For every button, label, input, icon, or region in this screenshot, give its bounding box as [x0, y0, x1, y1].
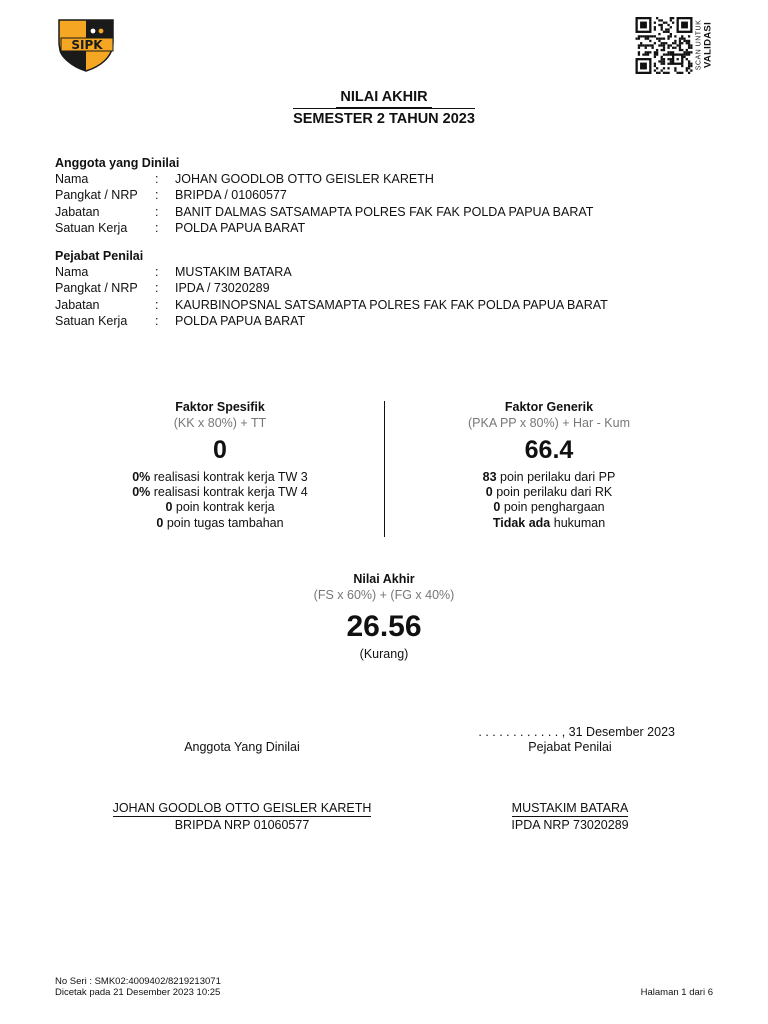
sign-date: . . . . . . . . . . . . , 31 Desember 2023 — [478, 725, 675, 739]
final-title: Nilai Akhir — [353, 572, 415, 586]
fg-detail-line: Tidak ada hukuman — [492, 515, 606, 530]
document-title — [0, 87, 768, 129]
fg-detail-line: 0 poin perilaku dari RK — [485, 485, 613, 500]
row-value: POLDA PAPUA BARAT — [175, 313, 306, 328]
logo-text: SIPK — [71, 38, 103, 52]
row-separator: : — [155, 297, 159, 312]
sig-name: JOHAN GOODLOB OTTO GEISLER KARETH — [112, 801, 372, 815]
page-number: Halaman 1 dari 6 — [640, 987, 713, 998]
row-separator: : — [155, 172, 159, 186]
fs-detail-line: 0 poin tugas tambahan — [156, 515, 284, 530]
fs-detail-line: 0% realisasi kontrak kerja TW 3 — [132, 470, 308, 484]
row-value: JOHAN GOODLOB OTTO GEISLER KARETH — [175, 172, 434, 186]
final-value: 26.56 — [346, 610, 422, 643]
info-row — [55, 280, 715, 296]
info-row — [55, 313, 715, 329]
qr-caption-small: SCAN UNTUK — [695, 19, 703, 71]
signature-assessor — [480, 739, 660, 833]
qr-code[interactable] — [634, 17, 694, 74]
info-row — [55, 171, 715, 187]
sig-role: Pejabat Penilai — [528, 740, 612, 754]
row-value: POLDA PAPUA BARAT — [175, 220, 306, 235]
fs-detail-line: 0 poin kontrak kerja — [165, 500, 275, 515]
sig-id: IPDA NRP 73020289 — [511, 818, 629, 832]
row-separator: : — [155, 313, 159, 328]
row-label: Pangkat / NRP — [55, 281, 138, 296]
assessor-section — [55, 248, 715, 329]
fg-detail-line: 83 poin perilaku dari PP — [482, 470, 616, 484]
signature-assessed — [110, 739, 374, 833]
print-date: Dicetak pada 21 Desember 2023 10:25 — [55, 987, 221, 998]
fs-value: 0 — [213, 436, 227, 464]
row-label: Jabatan — [55, 297, 100, 312]
fg-value: 66.4 — [524, 436, 574, 464]
fs-title: Faktor Spesifik — [175, 400, 265, 414]
row-value: BANIT DALMAS SATSAMAPTA POLRES FAK FAK POLDA PAPUA BARAT — [175, 204, 594, 219]
faktor-spesifik-panel — [55, 400, 385, 531]
assessed-member-section — [55, 155, 715, 236]
assessed-heading: Anggota yang Dinilai — [55, 156, 180, 170]
row-label: Satuan Kerja — [55, 313, 128, 328]
sig-id: BRIPDA NRP 01060577 — [174, 818, 310, 832]
row-value: BRIPDA / 01060577 — [175, 188, 287, 203]
row-separator: : — [155, 281, 159, 296]
row-separator: : — [155, 188, 159, 203]
final-category: (Kurang) — [359, 647, 409, 661]
final-formula: (FS x 60%) + (FG x 40%) — [313, 588, 455, 602]
nilai-akhir-panel — [0, 572, 768, 662]
row-value: KAURBINOPSNAL SATSAMAPTA POLRES FAK FAK POLDA PAPUA BARAT — [175, 297, 608, 312]
sipk-logo — [55, 16, 117, 72]
fs-detail-line: 0% realisasi kontrak kerja TW 4 — [132, 485, 308, 500]
row-value: MUSTAKIM BATARA — [175, 265, 292, 279]
info-row — [55, 297, 715, 313]
row-label: Pangkat / NRP — [55, 188, 138, 203]
info-row — [55, 264, 715, 280]
qr-caption-big: VALIDASI — [702, 21, 714, 69]
footer-meta — [55, 976, 221, 998]
row-label: Satuan Kerja — [55, 220, 128, 235]
fg-formula: (PKA PP x 80%) + Har - Kum — [468, 416, 630, 430]
fs-formula: (KK x 80%) + TT — [173, 416, 267, 430]
row-value: IPDA / 73020289 — [175, 281, 270, 296]
serial-number: No Seri : SMK02:4009402/8219213071 — [55, 976, 221, 987]
faktor-generik-panel — [384, 400, 714, 531]
sig-name: MUSTAKIM BATARA — [511, 801, 629, 815]
assessor-heading: Pejabat Penilai — [55, 249, 144, 263]
fg-title: Faktor Generik — [504, 400, 594, 414]
row-label: Nama — [55, 265, 89, 279]
fg-detail-line: 0 poin penghargaan — [493, 500, 605, 515]
title-line-1: NILAI AKHIR — [336, 87, 431, 108]
row-separator: : — [155, 265, 159, 279]
sig-role: Anggota Yang Dinilai — [184, 740, 300, 754]
title-line-2: SEMESTER 2 TAHUN 2023 — [293, 108, 475, 129]
info-row — [55, 220, 715, 236]
info-row — [55, 204, 715, 220]
row-separator: : — [155, 220, 159, 235]
info-row — [55, 187, 715, 203]
row-label: Jabatan — [55, 204, 100, 219]
qr-caption — [690, 17, 716, 73]
row-label: Nama — [55, 172, 89, 186]
row-separator: : — [155, 204, 159, 219]
